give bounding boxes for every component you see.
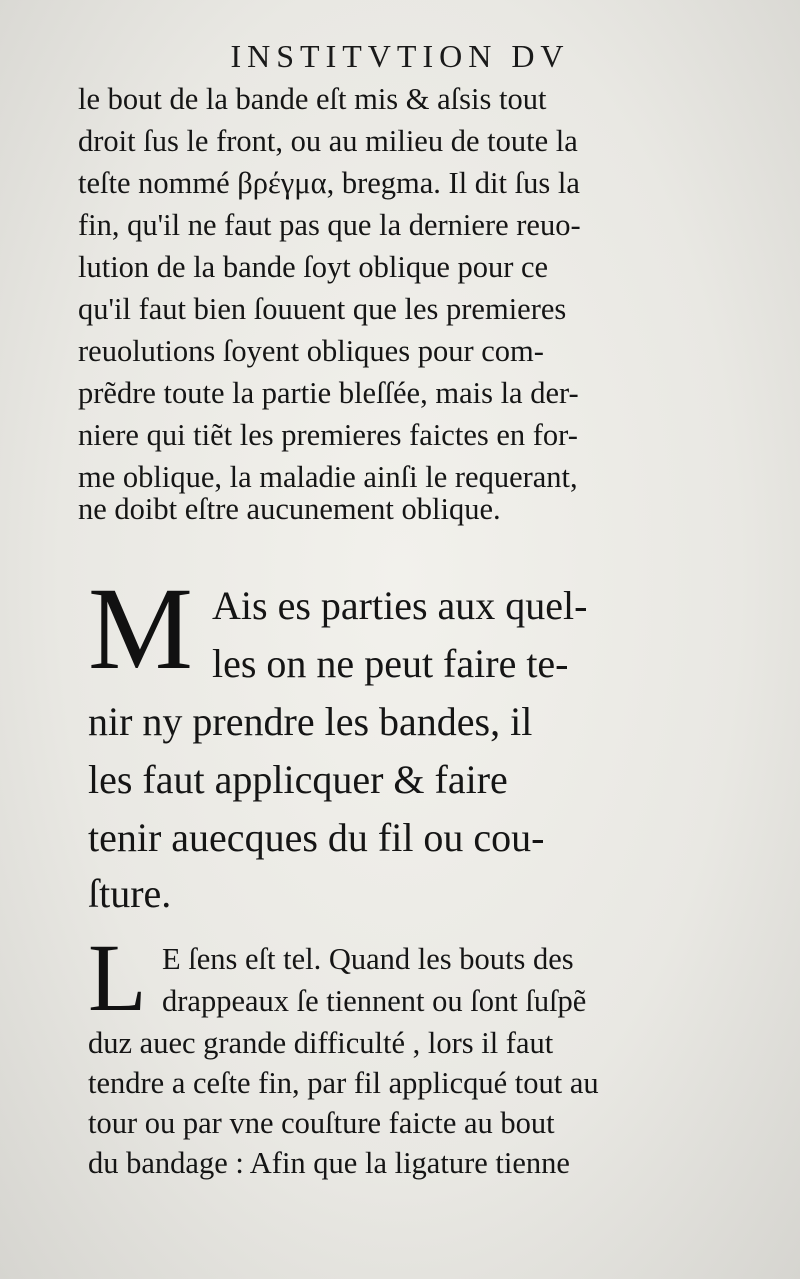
text-line: les faut applicquer & faire [88,757,508,802]
text-line: E ſens eſt tel. Quand les bouts des [162,942,574,976]
drop-cap-l: L [88,924,147,1031]
running-head: INSTITVTION DV [230,38,570,74]
text-line: duz auec grande difficulté , lors il faut [88,1026,554,1060]
text-line: prẽdre toute la partie bleſſée, mais la der- [78,376,579,410]
text-line: me oblique, la maladie ainſi le requerant, [78,460,578,494]
text-line: niere qui tiẽt les premieres faictes en for- [78,418,578,452]
text-line: reuolutions ſoyent obliques pour com- [78,334,544,368]
text-line: tour ou par vne couſture faicte au bout [88,1106,555,1140]
text-line: tendre a ceſte fin, par fil applicqué tout au [88,1066,599,1100]
text-line: droit ſus le front, ou au milieu de toute la [78,124,578,158]
text-line: fin, qu'il ne faut pas que la derniere reuo- [78,208,581,242]
text-line: nir ny prendre les bandes, il [88,699,533,744]
drop-cap-m: M [88,563,193,694]
text-line: Ais es parties aux quel- [212,583,588,628]
text-line: teſte nommé βρέγμα, bregma. Il dit ſus la [78,166,580,200]
text-line: tenir auecques du fil ou cou- [88,815,545,860]
text-line: du bandage : Afin que la ligature tienne [88,1146,570,1180]
text-line: drappeaux ſe tiennent ou ſont ſuſpẽ [162,984,587,1018]
text-line: lution de la bande ſoyt oblique pour ce [78,250,549,284]
text-line: qu'il faut bien ſouuent que les premieres [78,292,567,326]
text-line: le bout de la bande eſt mis & aſsis tout [78,82,547,116]
text-line: ſture. [88,871,172,916]
text-line: ne doibt eſtre aucunement oblique. [78,492,501,526]
text-line: les on ne peut faire te- [212,641,569,686]
